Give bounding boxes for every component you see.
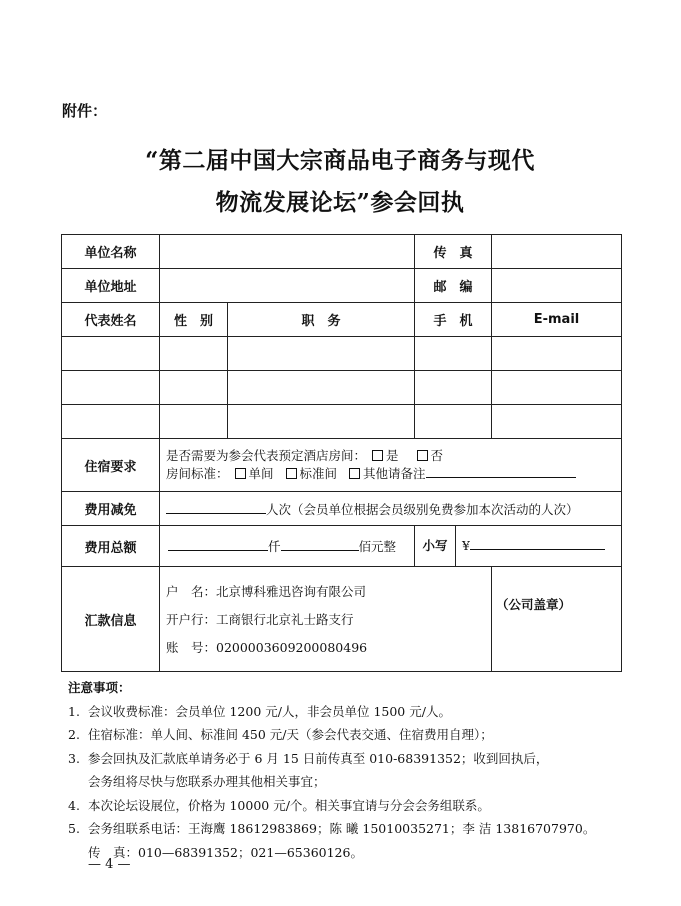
rep-mobile-field[interactable]: [415, 337, 492, 371]
row-fee-waiver: [62, 492, 622, 526]
other-note-field[interactable]: [426, 465, 576, 478]
unit-address-label: 单位地址: [62, 269, 160, 303]
account-name: 户 名：北京博科雅迅咨询有限公司: [166, 584, 367, 599]
unit-name-label: 单位名称: [62, 235, 160, 269]
yes-label: 是: [386, 448, 399, 463]
yen-sign: ¥: [462, 538, 470, 553]
standard-label: 标准间: [299, 466, 338, 481]
unit-name-field[interactable]: [160, 235, 415, 269]
title-line-1: “第二届中国大宗商品电子商务与现代: [145, 147, 535, 174]
registration-form: [61, 234, 622, 672]
rep-position-field[interactable]: [228, 405, 415, 439]
remit-label: 汇款信息: [62, 567, 160, 672]
notes-section: [68, 676, 595, 864]
account-number: 账 号：0200003609200080496: [166, 640, 368, 655]
standard-checkbox[interactable]: [286, 468, 297, 479]
rep-row-2: [62, 371, 622, 405]
lowercase-label: 小写: [415, 526, 456, 566]
lowercase-cell: [415, 526, 622, 567]
attachment-label: 附件：: [62, 102, 108, 120]
fee-waiver-cell: [160, 492, 622, 526]
thousands-field[interactable]: [168, 538, 268, 551]
single-label: 单间: [248, 466, 274, 481]
postcode-label: 邮 编: [415, 269, 492, 303]
email-label: E-mail: [492, 303, 622, 337]
company-seal-label: （公司盖章）: [496, 597, 572, 612]
note-item: 2. 住宿标准：单人间、标准间 450 元/天（参会代表交通、住宿费用自理）；: [68, 727, 493, 742]
rep-name-field[interactable]: [62, 371, 160, 405]
hundreds-field[interactable]: [281, 538, 359, 551]
waiver-count-field[interactable]: [166, 501, 266, 514]
note-item: 1. 会议收费标准：会员单位 1200 元/人，非会员单位 1500 元/人。: [68, 703, 451, 719]
page-number: — 4 —: [88, 857, 131, 872]
fee-waiver-text: 人次（会员单位根据会员级别免费参加本次活动的人次）: [266, 501, 579, 517]
rep-gender-field[interactable]: [160, 405, 228, 439]
unit-address-field[interactable]: [160, 269, 415, 303]
rep-email-field[interactable]: [492, 337, 622, 371]
rep-mobile-field[interactable]: [415, 405, 492, 439]
row-unit-address: [62, 269, 622, 303]
fee-waiver-label: 费用减免: [62, 492, 160, 526]
fee-total-label: 费用总额: [62, 526, 160, 567]
note-item: 5. 会务组联系电话：王海鹰 18612983869；陈 曦 15010035271；李 洁 13816707970。: [68, 821, 596, 836]
seal-cell: [492, 567, 622, 672]
rep-position-field[interactable]: [228, 371, 415, 405]
fax-field[interactable]: [492, 235, 622, 269]
rep-row-3: [62, 405, 622, 439]
single-checkbox[interactable]: [235, 468, 246, 479]
note-item-continuation: 会务组将尽快与您联系办理其他相关事宜；: [88, 774, 326, 789]
rep-gender-field[interactable]: [160, 371, 228, 405]
postcode-field[interactable]: [492, 269, 622, 303]
remit-info-cell: [160, 567, 492, 672]
note-item: 3. 参会回执及汇款底单请务必于 6 月 15 日前传真至 010-68391352；收到回执后，: [68, 750, 549, 766]
no-label: 否: [430, 448, 444, 463]
note-item: 4. 本次论坛设展位，价格为 10000 元/个。相关事宜请与分会会务组联系。: [68, 797, 490, 813]
rep-name-field[interactable]: [62, 337, 160, 371]
bai-label: 佰元整: [358, 539, 397, 554]
room-standard-label: 房间标准：: [166, 466, 229, 481]
fee-total-cell: [160, 526, 415, 567]
gender-label: 性 别: [160, 303, 228, 337]
qian-label: 仟: [268, 539, 281, 554]
amount-field[interactable]: [470, 537, 605, 550]
position-label: 职 务: [228, 303, 415, 337]
row-rep-header: [62, 303, 622, 337]
row-remittance: [62, 567, 622, 672]
rep-name-field[interactable]: [62, 405, 160, 439]
rep-name-label: 代表姓名: [62, 303, 160, 337]
lodging-question: 是否需要为参会代表预定酒店房间：: [166, 448, 367, 463]
note-item-continuation: 传 真：010—68391352；021—65360126。: [88, 844, 363, 860]
row-fee-total: [62, 526, 622, 567]
lodging-label: 住宿要求: [62, 439, 160, 492]
row-lodging: [62, 439, 622, 492]
rep-row-1: [62, 337, 622, 371]
mobile-label: 手 机: [415, 303, 492, 337]
no-checkbox[interactable]: [417, 450, 428, 461]
rep-position-field[interactable]: [228, 337, 415, 371]
other-checkbox[interactable]: [349, 468, 360, 479]
rep-gender-field[interactable]: [160, 337, 228, 371]
rep-email-field[interactable]: [492, 405, 622, 439]
row-unit-name: [62, 235, 622, 269]
title-line-2: 物流发展论坛”参会回执: [215, 189, 465, 216]
bank-name: 开户行：工商银行北京礼士路支行: [166, 612, 354, 627]
notes-heading: 注意事项：: [68, 680, 131, 695]
yes-checkbox[interactable]: [372, 450, 383, 461]
rep-mobile-field[interactable]: [415, 371, 492, 405]
other-label: 其他请备注: [363, 466, 426, 481]
fax-label: 传 真: [415, 235, 492, 269]
lodging-options: [160, 439, 622, 492]
rep-email-field[interactable]: [492, 371, 622, 405]
